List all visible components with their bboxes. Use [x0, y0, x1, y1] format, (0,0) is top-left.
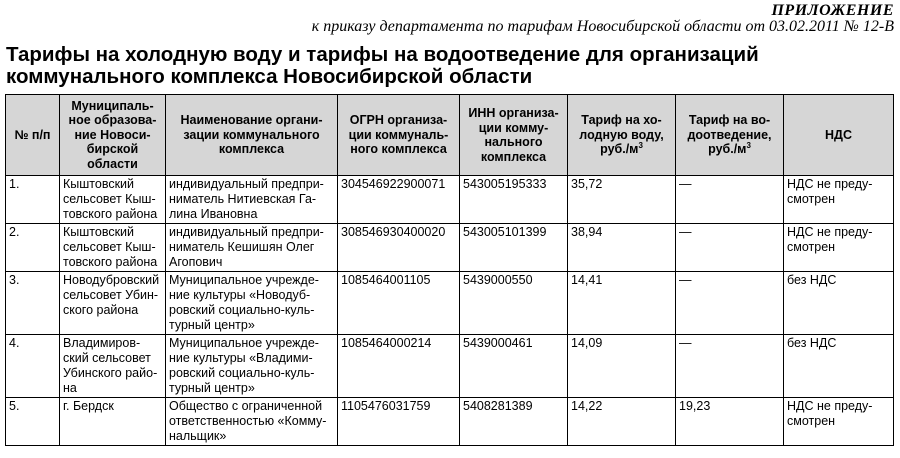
cell-number: 2.	[6, 224, 60, 272]
document-title	[6, 44, 896, 88]
col-header-inn: ИНН организа- ции комму- нального комплекса	[460, 95, 568, 176]
cell-ogrn: 1105476031759	[338, 398, 460, 446]
table-row	[6, 176, 894, 224]
title-line-1: Тарифы на холодную воду и тарифы на водоотведение для организаций	[6, 43, 759, 66]
unit-power: 3	[638, 141, 643, 151]
cell-number: 3.	[6, 272, 60, 335]
water-tariff-label: Тариф на хо- лодную воду, руб./м	[579, 113, 664, 157]
cell-inn: 543005195333	[460, 176, 568, 224]
cell-number: 1.	[6, 176, 60, 224]
cell-inn: 5439000461	[460, 335, 568, 398]
col-header-organization: Наименование органи- зации коммунального комплекса	[166, 95, 338, 176]
cell-municipality: Новодубровский сельсовет Убин- ского района	[60, 272, 166, 335]
cell-sewer-tariff: —	[676, 272, 784, 335]
cell-number: 5.	[6, 398, 60, 446]
order-reference: к приказу департамента по тарифам Новосибирской области от 03.02.2011 № 12-В	[311, 18, 894, 35]
cell-water-tariff: 35,72	[568, 176, 676, 224]
table-row	[6, 272, 894, 335]
table-row	[6, 398, 894, 446]
tariff-table	[5, 94, 894, 446]
cell-vat: НДС не преду- смотрен	[784, 224, 894, 272]
sewer-tariff-label: Тариф на во- доотведение, руб./м	[687, 113, 772, 157]
cell-inn: 543005101399	[460, 224, 568, 272]
col-header-number: № п/п	[6, 95, 60, 176]
cell-vat: НДС не преду- смотрен	[784, 398, 894, 446]
cell-ogrn: 308546930400020	[338, 224, 460, 272]
col-header-ogrn: ОГРН организа- ции коммуналь- ного комплекса	[338, 95, 460, 176]
col-header-vat: НДС	[784, 95, 894, 176]
table-row	[6, 335, 894, 398]
cell-ogrn: 1085464000214	[338, 335, 460, 398]
cell-vat: НДС не преду- смотрен	[784, 176, 894, 224]
title-line-2: коммунального комплекса Новосибирской области	[6, 65, 533, 88]
cell-sewer-tariff: —	[676, 176, 784, 224]
cell-organization: Общество с ограниченной ответственностью «Комму- нальщик»	[166, 398, 338, 446]
cell-vat: без НДС	[784, 335, 894, 398]
cell-ogrn: 1085464001105	[338, 272, 460, 335]
cell-organization: индивидуальный предпри- ниматель Кешишян Олег Агопович	[166, 224, 338, 272]
cell-water-tariff: 14,41	[568, 272, 676, 335]
cell-sewer-tariff: 19,23	[676, 398, 784, 446]
table-body	[6, 176, 894, 446]
cell-inn: 5408281389	[460, 398, 568, 446]
col-header-water-tariff	[568, 95, 676, 176]
cell-inn: 5439000550	[460, 272, 568, 335]
cell-municipality: Кыштовский сельсовет Кыш- товского района	[60, 224, 166, 272]
cell-vat: без НДС	[784, 272, 894, 335]
unit-power: 3	[746, 141, 751, 151]
cell-water-tariff: 14,22	[568, 398, 676, 446]
cell-municipality: Кыштовский сельсовет Кыш- товского района	[60, 176, 166, 224]
col-header-sewer-tariff	[676, 95, 784, 176]
cell-organization: индивидуальный предпри- ниматель Нитиевская Га- лина Ивановна	[166, 176, 338, 224]
cell-water-tariff: 38,94	[568, 224, 676, 272]
col-header-municipality: Муниципаль- ное образова- ние Новоси- бирской области	[60, 95, 166, 176]
table-row	[6, 224, 894, 272]
cell-number: 4.	[6, 335, 60, 398]
appendix-label: ПРИЛОЖЕНИЕ	[771, 2, 894, 19]
cell-water-tariff: 14,09	[568, 335, 676, 398]
cell-sewer-tariff: —	[676, 335, 784, 398]
cell-sewer-tariff: —	[676, 224, 784, 272]
cell-municipality: г. Бердск	[60, 398, 166, 446]
table-header-row	[6, 95, 894, 176]
cell-municipality: Владимиров- ский сельсовет Убинского райо- на	[60, 335, 166, 398]
cell-organization: Муниципальное учрежде- ние культуры «Новодуб- ровский социально-куль- турный центр»	[166, 272, 338, 335]
cell-organization: Муниципальное учрежде- ние культуры «Владими- ровский социально-куль- турный центр»	[166, 335, 338, 398]
cell-ogrn: 304546922900071	[338, 176, 460, 224]
